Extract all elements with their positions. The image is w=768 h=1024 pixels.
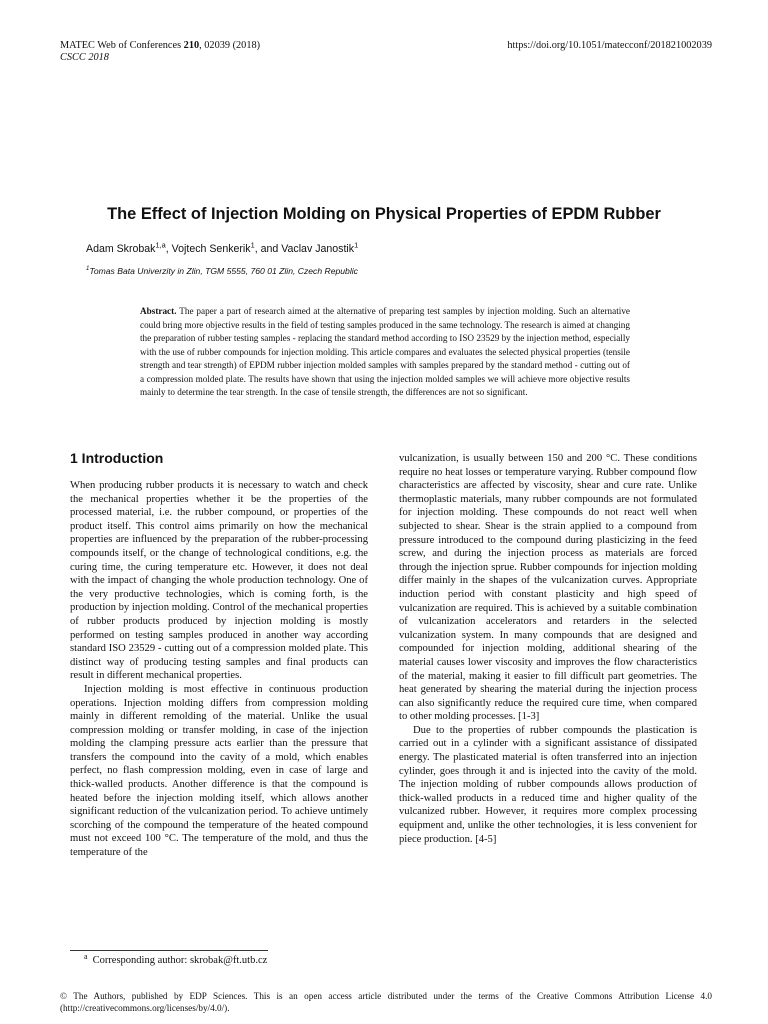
- section-heading: 1 Introduction: [70, 450, 164, 466]
- doi-link[interactable]: https://doi.org/10.1051/matecconf/201821002039: [507, 40, 712, 51]
- conference-name: CSCC 2018: [60, 52, 109, 63]
- author-affiliation-mark: 1,a: [155, 240, 166, 250]
- body-paragraph: vulcanization, is usually between 150 and 200 °C. These conditions require no heat losses or temperature varying. Rubber compound flow characteristics are affected by viscosity, shear and cure rate. Unlike thermoplastic materials, many rubber compounds are not formulated for injection molding. These compounds do not react well when subjected to shear. Shear is the strain applied to a compound from pressure introduced to the compound during plasticizing in the feed screw, and during the injection process as materials are forced through the injection sprue. Rubber compounds for injection molding differ mainly in the shapes of the vulcanization curves. Appropriate induction period with constant plasticity and high speed of vulcanization are required. This is achieved by a suitable combination of vulcanization accelerators and retarders in the selected vulcanization system. In many compounds that are designed and compounded for injection molding, additional shearing of the material causes lower viscosity and improves the flow characteristics of the material, making it easier to fill difficult part geometries. The heat generated by shearing the material during the injection process can also significantly reduce the required cure time, when compared to other molding processes. [1-3]: [399, 453, 697, 723]
- author-affiliation-mark: 1: [354, 240, 359, 250]
- running-header-left: [60, 40, 260, 64]
- footnote: [84, 951, 268, 966]
- paper-title: The Effect of Injection Molding on Physical Properties of EPDM Rubber: [107, 205, 661, 223]
- abstract-text: The paper a part of research aimed at the alternative of preparing test samples by injection molding. Such an alternative could bring more objective results in the field of testing samples produced in the same technology. The research is aimed at changing the preparation of rubber testing samples - replacing the standard method according to ISO 23529 by the injection method, especially with the use of rubber compounds for injection molding. This article compares and evaluates the selected physical properties (tensile strength and tear strength) of EPDM rubber injection molded samples with samples prepared by the standard method - cutting out of a compression molded plate. The results have shown that using the injection molded samples we will achieve more objective results mainly to determine the tear strength. In the case of tensile strength, the differences are not so significant.: [140, 306, 630, 397]
- abstract: [140, 305, 630, 400]
- footnote-divider: [70, 950, 268, 951]
- abstract-label: Abstract.: [140, 306, 177, 316]
- footnote-marker: a: [84, 951, 88, 961]
- affiliation-mark: 1: [86, 266, 90, 273]
- author-list: Adam Skrobak$^{1,a}$, Vojtech Senkerik$^1$, and Vaclav Janostik$^1$: [86, 240, 359, 255]
- author-affiliation-mark: 1: [250, 240, 255, 250]
- journal-line: MATEC Web of Conferences 210, 02039 (2018): [60, 40, 261, 51]
- footnote-text: Corresponding author: skrobak@ft.utb.cz: [92, 955, 268, 966]
- body-paragraph: Due to the properties of rubber compounds the plastication is carried out in a cylinder with a significant assistance of dissipated energy. The plasticated material is often transferred into an injection cylinder, goes through it and is injected into the cavity of the mold. The injection molding of rubber compounds allows production of thick-walled products in a reduced time and higher quality of the vulcanized rubber. However, it requires more complex processing equipment and, unlike the other technologies, it is less convenient for piece production. [4-5]: [399, 724, 697, 845]
- license-notice: © The Authors, published by EDP Sciences. This is an open access article distributed under the terms of the Creative Commons Attribution License 4.0 (http://creativecommons.org/licenses/by/4.0/).: [60, 991, 712, 1013]
- left-column: [70, 479, 368, 860]
- body-paragraph: When producing rubber products it is necessary to watch and check the mechanical properties whether it be the properties of the processed material, i.e. the rubber compound, or properties of the product itself. This control aims primarily on how the mechanical properties are influenced by the preparation of the rubber-processing compounds itself, or the change of technological conditions, e.g. the curing time, the curing temperature etc. However, it does not deal with the impact of changing the whole production technology. One of the very productive technologies, which is coming forth, is the production by injection molding. Control of the mechanical properties of rubber products produced by injection molding is mostly performed on testing samples produced in another way according standard ISO 23529 - cutting out of a compression molded plate. This distinct way of producing testing samples and final products can result in different mechanical properties.: [70, 480, 368, 682]
- right-column: [399, 452, 697, 846]
- affiliation: $^1$Tomas Bata Univerzity in Zlin, TGM 5555, 760 01 Zlin, Czech Republic: [86, 266, 358, 276]
- author-name: Vaclav Janostik: [281, 243, 355, 255]
- author-name: Vojtech Senkerik: [171, 243, 251, 255]
- author-name: Adam Skrobak: [86, 243, 156, 255]
- volume-number: 210: [183, 40, 200, 51]
- body-paragraph: Injection molding is most effective in continuous production operations. Injection molding differs from compression molding mainly in different remolding of the material. Unlike the usual compression molding or transfer molding, in case of the injection molding the clamping pressure acts earlier than the pressure that transfers the compound into the cavity of a mold, which enables perfect, no flash compression molding, even in case of large and thick-walled products. Another difference is that the compound is heated before the injection molding itself, which allows another significant reduction of the vulcanization period. To achieve untimely scorching of the compound the temperature of the heated compound must not exceed 100 °C. The temperature of the mold, and thus the temperature of the: [70, 683, 368, 859]
